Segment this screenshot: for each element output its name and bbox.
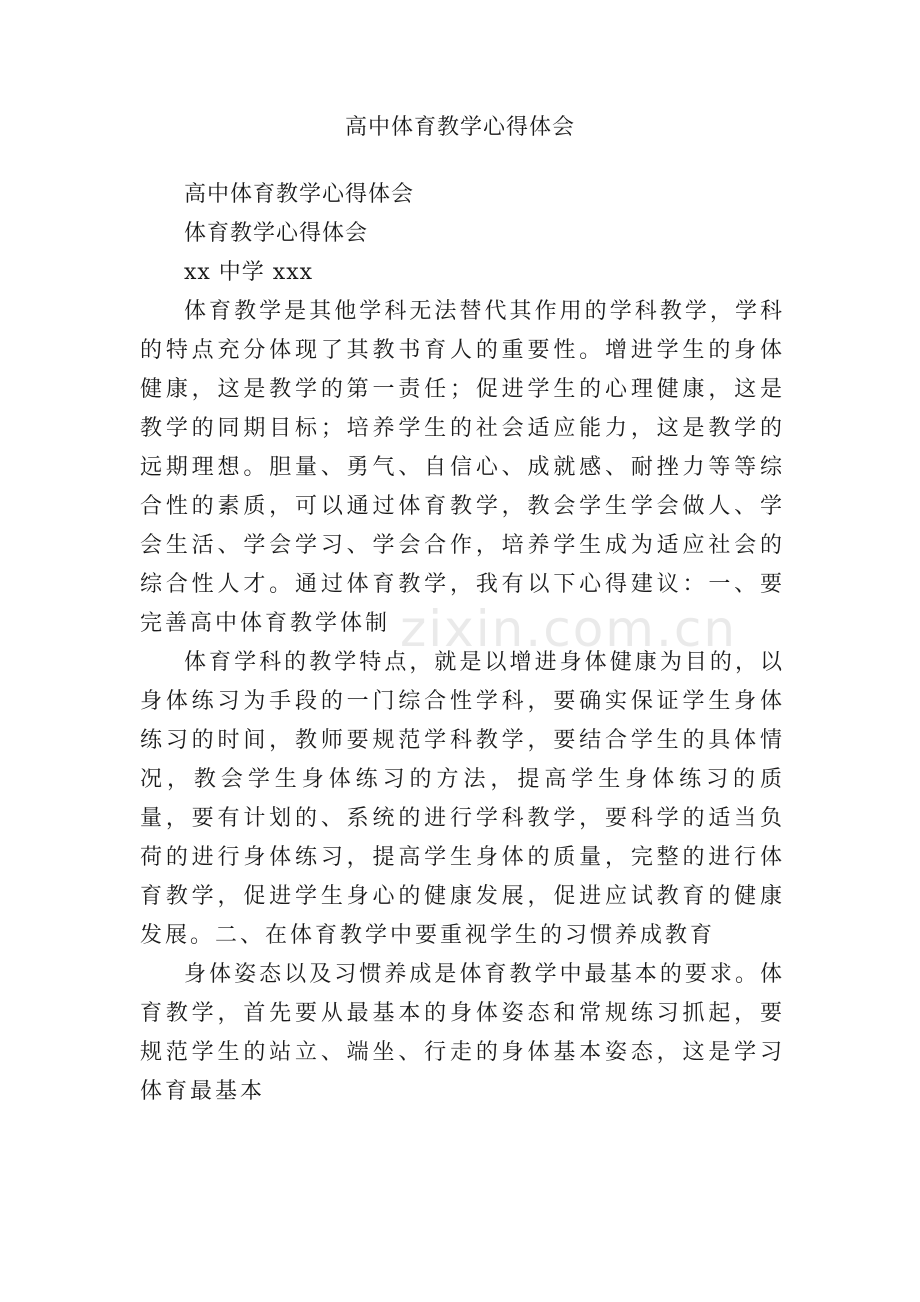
document-body: [140, 175, 785, 1111]
body-paragraph: 体育学科的教学特点，就是以增进身体健康为目的，以身体练习为手段的一门综合性学科，要确实保证学生身体练习的时间，教师要规范学科教学，要结合学生的具体情况，教会学生身体练习的方法，提高学生身体练习的质量，要有计划的、系统的进行学科教学，要科学的适当负荷的进行身体练习，提高学生身体的质量，完整的进行体育教学，促进学生身心的健康发展，促进应试教育的健康发展。二、在体育教学中要重视学生的习惯养成教育: [140, 650, 785, 948]
subtitle-line: 高中体育教学心得体会: [184, 182, 415, 207]
subtitle-line: 体育教学心得体会: [184, 221, 369, 246]
author-line: xx 中学 xxx: [184, 260, 314, 285]
body-paragraph: 体育教学是其他学科无法替代其作用的学科教学，学科的特点充分体现了其教书育人的重要性。增进学生的身体健康，这是教学的第一责任；促进学生的心理健康，这是教学的同期目标；培养学生的社会适应能力，这是教学的远期理想。胆量、勇气、自信心、成就感、耐挫力等等综合性的素质，可以通过体育教学，教会学生学会做人、学会生活、学会学习、学会合作，培养学生成为适应社会的综合性人才。通过体育教学，我有以下心得建议：一、要完善高中体育教学体制: [140, 299, 785, 636]
watermark: zixin.com.cn: [400, 600, 738, 658]
body-paragraph: 身体姿态以及习惯养成是体育教学中最基本的要求。体育教学，首先要从最基本的身体姿态和常规练习抓起，要规范学生的站立、端坐、行走的身体基本姿态，这是学习体育最基本: [140, 962, 785, 1104]
document-title: 高中体育教学心得体会: [344, 115, 575, 140]
